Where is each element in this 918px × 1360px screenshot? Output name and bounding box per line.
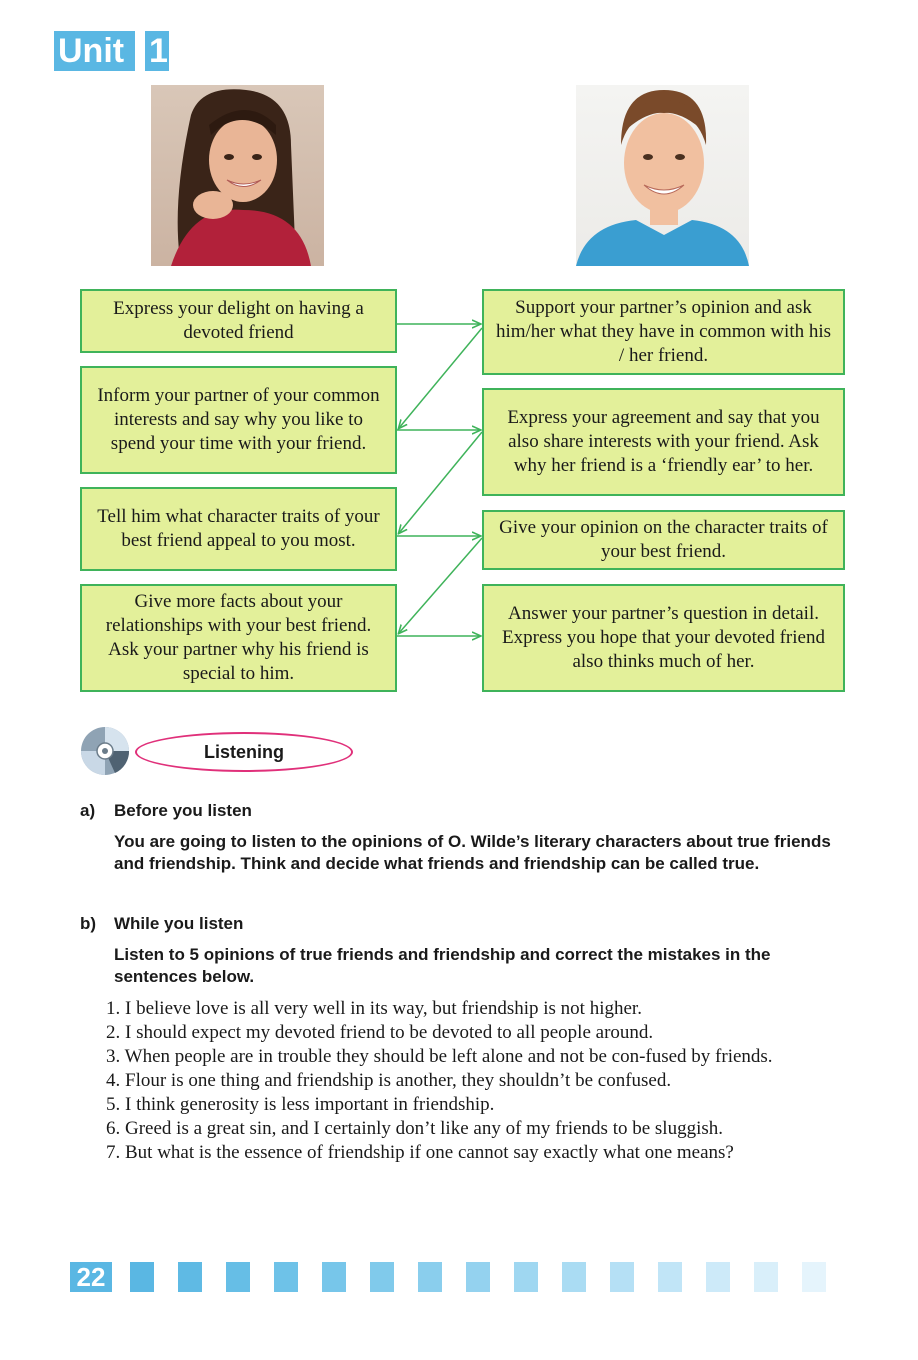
cd-icon <box>80 726 130 776</box>
decor-square <box>610 1262 634 1292</box>
decor-square <box>370 1262 394 1292</box>
arrow-r3-l4 <box>399 538 482 633</box>
page-footer <box>70 1262 850 1292</box>
decor-square <box>802 1262 826 1292</box>
unit-title <box>54 31 169 71</box>
task-b-text: Listen to 5 opinions of true friends and friendship and correct the mistakes in the sentences below. <box>114 945 771 986</box>
decor-square <box>658 1262 682 1292</box>
decor-square <box>466 1262 490 1292</box>
task-b-letter: b) <box>80 914 97 933</box>
decor-square <box>514 1262 538 1292</box>
task-b-title: While you listen <box>114 914 244 933</box>
arrow-r1-l2 <box>399 328 482 428</box>
decor-square <box>274 1262 298 1292</box>
girl-photo <box>151 85 324 266</box>
decor-square <box>178 1262 202 1292</box>
sentence-list <box>80 997 846 1165</box>
task-a-heading <box>80 801 252 821</box>
task-a-letter: a) <box>80 801 96 820</box>
right-box-4: Answer your partner’s question in detail. Express you hope that your devoted friend also thinks much of her. <box>482 584 845 692</box>
decor-square <box>322 1262 346 1292</box>
task-a-title: Before you listen <box>114 801 252 820</box>
sentence-item: 1. I believe love is all very well in its way, but friendship is not higher. <box>106 998 642 1019</box>
left-box-2: Inform your partner of your common interests and say why you like to spend your time with your friend. <box>80 366 397 474</box>
right-box-2: Express your agreement and say that you also share interests with your friend. Ask why her friend is a ‘friendly ear’ to her. <box>482 388 845 496</box>
listening-label: Listening <box>135 732 353 772</box>
unit-number: 1 <box>145 31 169 71</box>
sentence-item: 4. Flour is one thing and friendship is another, they shouldn’t be confused. <box>106 1070 672 1091</box>
task-b-heading <box>80 914 243 934</box>
page-number: 22 <box>70 1262 112 1292</box>
decor-square <box>562 1262 586 1292</box>
decor-square <box>706 1262 730 1292</box>
decor-square <box>226 1262 250 1292</box>
left-box-1: Express your delight on having a devoted friend <box>80 289 397 353</box>
sentence-item: 6. Greed is a great sin, and I certainly don’t like any of my friends to be sluggish. <box>106 1118 723 1139</box>
decor-square <box>754 1262 778 1292</box>
boy-photo <box>576 85 749 266</box>
decor-square <box>418 1262 442 1292</box>
right-box-3: Give your opinion on the character traits of your best friend. <box>482 510 845 570</box>
left-box-4: Give more facts about your relationships with your best friend. Ask your partner why his friend is special to him. <box>80 584 397 692</box>
unit-word: Unit <box>54 31 135 71</box>
sentence-item: 5. I think generosity is less important in friendship. <box>106 1094 495 1115</box>
sentence-item: 3. When people are in trouble they should be left alone and not be con-fused by friends. <box>106 1046 773 1067</box>
sentence-item: 2. I should expect my devoted friend to be devoted to all people around. <box>106 1022 654 1043</box>
task-a-text: You are going to listen to the opinions of O. Wilde’s literary characters about true friends and friendship. Think and decide what friends and friendship can be called true. <box>114 832 831 873</box>
decor-square <box>130 1262 154 1292</box>
arrow-r2-l3 <box>399 432 482 533</box>
left-box-3: Tell him what character traits of your best friend appeal to you most. <box>80 487 397 571</box>
sentence-item: 7. But what is the essence of friendship if one cannot say exactly what one means? <box>106 1142 734 1163</box>
right-box-1: Support your partner’s opinion and ask him/her what they have in common with his / her friend. <box>482 289 845 375</box>
